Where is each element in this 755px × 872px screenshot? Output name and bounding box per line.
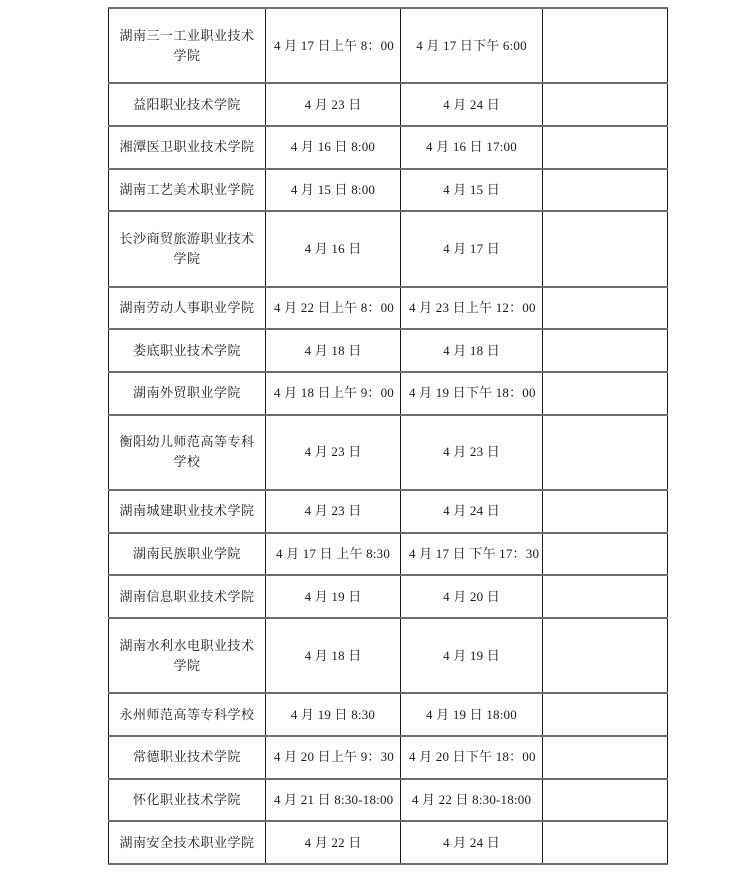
college-name-cell: 湖南城建职业技术学院 [109, 490, 266, 533]
college-name-cell: 湖南外贸职业学院 [109, 372, 266, 415]
end-time-cell: 4 月 19 日下午 18：00 [401, 372, 543, 415]
start-time-cell: 4 月 15 日 8:00 [266, 169, 401, 212]
start-time-cell: 4 月 17 日上午 8：00 [266, 8, 401, 83]
college-schedule-table [108, 7, 668, 865]
empty-cell [543, 169, 668, 212]
start-time-cell: 4 月 22 日上午 8：00 [266, 287, 401, 330]
empty-cell [543, 821, 668, 864]
empty-cell [543, 126, 668, 169]
college-name-cell: 永州师范高等专科学校 [109, 693, 266, 736]
end-time-cell: 4 月 16 日 17:00 [401, 126, 543, 169]
end-time-cell: 4 月 17 日 [401, 211, 543, 286]
end-time-cell: 4 月 24 日 [401, 83, 543, 126]
empty-cell [543, 415, 668, 490]
end-time-cell: 4 月 22 日 8:30-18:00 [401, 779, 543, 822]
end-time-cell: 4 月 24 日 [401, 490, 543, 533]
table-row [109, 287, 668, 330]
end-time-cell: 4 月 18 日 [401, 329, 543, 372]
table-body [109, 8, 668, 864]
table-row [109, 126, 668, 169]
college-name-cell: 湖南民族职业学院 [109, 533, 266, 576]
college-name-cell: 湖南劳动人事职业学院 [109, 287, 266, 330]
table-row [109, 821, 668, 864]
college-name-cell: 湖南安全技术职业学院 [109, 821, 266, 864]
table-row [109, 490, 668, 533]
college-name-cell: 湖南工艺美术职业学院 [109, 169, 266, 212]
start-time-cell: 4 月 22 日 [266, 821, 401, 864]
start-time-cell: 4 月 19 日 8:30 [266, 693, 401, 736]
empty-cell [543, 83, 668, 126]
table-row [109, 8, 668, 83]
empty-cell [543, 693, 668, 736]
start-time-cell: 4 月 17 日 上午 8:30 [266, 533, 401, 576]
empty-cell [543, 779, 668, 822]
end-time-cell: 4 月 20 日下午 18：00 [401, 736, 543, 779]
start-time-cell: 4 月 18 日 [266, 618, 401, 693]
table-row [109, 83, 668, 126]
table-row [109, 736, 668, 779]
end-time-cell: 4 月 19 日 18:00 [401, 693, 543, 736]
empty-cell [543, 8, 668, 83]
end-time-cell: 4 月 20 日 [401, 575, 543, 618]
empty-cell [543, 287, 668, 330]
empty-cell [543, 372, 668, 415]
table-row [109, 415, 668, 490]
end-time-cell: 4 月 17 日下午 6:00 [401, 8, 543, 83]
college-name-cell: 湖南信息职业技术学院 [109, 575, 266, 618]
end-time-cell: 4 月 19 日 [401, 618, 543, 693]
college-name-cell: 湖南三一工业职业技术学院 [109, 8, 266, 83]
end-time-cell: 4 月 17 日 下午 17：30 [401, 533, 543, 576]
college-name-cell: 湘潭医卫职业技术学院 [109, 126, 266, 169]
end-time-cell: 4 月 23 日上午 12：00 [401, 287, 543, 330]
empty-cell [543, 533, 668, 576]
table-row [109, 329, 668, 372]
empty-cell [543, 211, 668, 286]
table-row [109, 211, 668, 286]
empty-cell [543, 575, 668, 618]
start-time-cell: 4 月 23 日 [266, 83, 401, 126]
table-row [109, 693, 668, 736]
start-time-cell: 4 月 23 日 [266, 415, 401, 490]
table-row [109, 533, 668, 576]
empty-cell [543, 618, 668, 693]
college-name-cell: 娄底职业技术学院 [109, 329, 266, 372]
college-name-cell: 湖南水利水电职业技术学院 [109, 618, 266, 693]
table-row [109, 169, 668, 212]
end-time-cell: 4 月 24 日 [401, 821, 543, 864]
college-name-cell: 怀化职业技术学院 [109, 779, 266, 822]
empty-cell [543, 490, 668, 533]
start-time-cell: 4 月 21 日 8:30-18:00 [266, 779, 401, 822]
college-name-cell: 益阳职业技术学院 [109, 83, 266, 126]
college-name-cell: 常德职业技术学院 [109, 736, 266, 779]
table-row [109, 618, 668, 693]
start-time-cell: 4 月 16 日 [266, 211, 401, 286]
table-row [109, 372, 668, 415]
start-time-cell: 4 月 20 日上午 9：30 [266, 736, 401, 779]
college-name-cell: 衡阳幼儿师范高等专科学校 [109, 415, 266, 490]
table-row [109, 779, 668, 822]
end-time-cell: 4 月 23 日 [401, 415, 543, 490]
start-time-cell: 4 月 18 日 [266, 329, 401, 372]
start-time-cell: 4 月 23 日 [266, 490, 401, 533]
empty-cell [543, 329, 668, 372]
college-name-cell: 长沙商贸旅游职业技术学院 [109, 211, 266, 286]
empty-cell [543, 736, 668, 779]
end-time-cell: 4 月 15 日 [401, 169, 543, 212]
start-time-cell: 4 月 19 日 [266, 575, 401, 618]
start-time-cell: 4 月 18 日上午 9：00 [266, 372, 401, 415]
start-time-cell: 4 月 16 日 8:00 [266, 126, 401, 169]
table-row [109, 575, 668, 618]
